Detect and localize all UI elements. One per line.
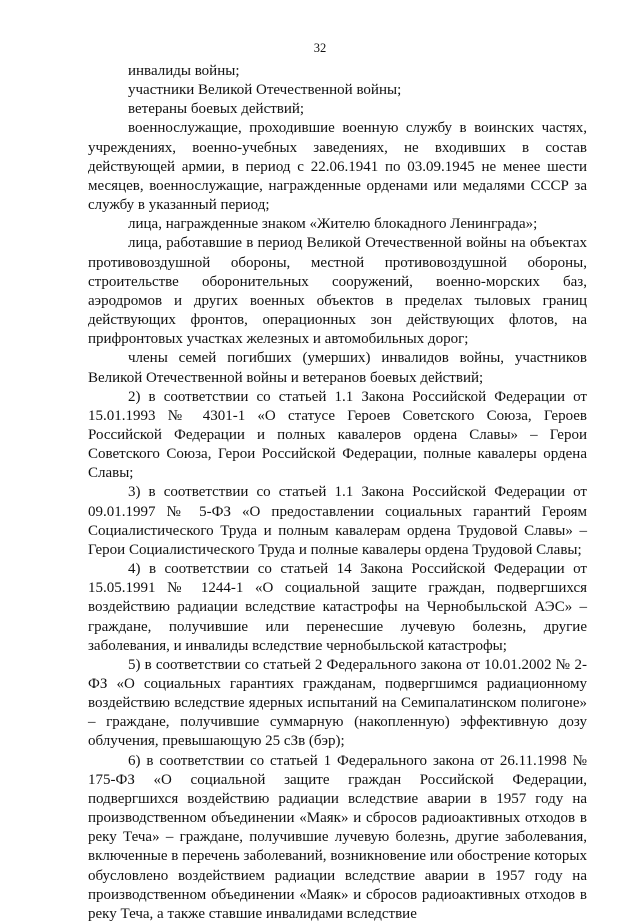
paragraph: 2) в соответствии со статьей 1.1 Закона Российской Федерации от 15.01.1993 № 4301-1 «О статусе Героев Советского Союза, Героев Российской Федерации и полных кавалеров ордена Славы» – Герои Советского Союза, Герои Российской Федерации, полные кавалеры ордена Славы;	[88, 388, 587, 482]
paragraph: участники Великой Отечественной войны;	[128, 82, 402, 99]
paragraph: 6) в соответствии со статьей 1 Федерального закона от 26.11.1998 № 175-ФЗ «О социальной защите граждан Российской Федерации, подвергшихся воздействию радиации вследствие аварии в 1957 году на производственном объединении «Маяк» и сбросов радиоактивных отходов в реку Теча» – граждане, получившие лучевую болезнь, другие заболевания, включенные в перечень заболеваний, возникновение или обострение которых обусловлено воздействием радиации вследствие аварии в 1957 году на производственном объединении «Маяк» и сбросов радиоактивных отходов в реку Теча, а также ставшие инвалидами вследствие	[88, 752, 587, 922]
paragraph: лица, награжденные знаком «Жителю блокадного Ленинграда»;	[128, 216, 538, 233]
paragraph: 5) в соответствии со статьей 2 Федерального закона от 10.01.2002 № 2-ФЗ «О социальных гарантиях гражданам, подвергшимся радиационному воздействию вследствие ядерных испытаний на Семипалатинском полигоне» – граждане, получившие суммарную (накопленную) эффективную дозу облучения, превышающую 25 сЗв (бэр);	[88, 656, 587, 750]
page-number: 32	[313, 41, 327, 55]
paragraph: 3) в соответствии со статьей 1.1 Закона Российской Федерации от 09.01.1997 № 5-ФЗ «О предоставлении социальных гарантий Героям Социалистического Труда и полным кавалерам ордена Трудовой Славы» – Герои Социалистического Труда и полные кавалеры ордена Трудовой Славы;	[88, 484, 587, 558]
document-body	[88, 62, 587, 924]
paragraph: члены семей погибших (умерших) инвалидов войны, участников Великой Отечественной войны и ветеранов боевых действий;	[88, 350, 587, 386]
paragraph: ветераны боевых действий;	[128, 101, 305, 118]
paragraph: инвалиды войны;	[128, 63, 240, 79]
paragraph: военнослужащие, проходившие военную службу в воинских частях, учреждениях, военно-учебных заведениях, не входивших в состав действующей армии, в период с 22.06.1941 по 03.09.1945 не менее шести месяцев, военнослужащие, награжденные орденами или медалями СССР за службу в указанный период;	[88, 120, 587, 214]
paragraph: 4) в соответствии со статьей 14 Закона Российской Федерации от 15.05.1991 № 1244-1 «О социальной защите граждан, подвергшихся воздействию радиации вследствие катастрофы на Чернобыльской АЭС» – граждане, получившие или перенесшие лучевую болезнь, другие заболевания, и инвалиды вследствие чернобыльской катастрофы;	[88, 561, 587, 654]
paragraph: лица, работавшие в период Великой Отечественной войны на объектах противовоздушной обороны, местной противовоздушной обороны, строительстве оборонительных сооружений, военно-морских баз, аэродромов и других военных объектов в пределах тыловых границ действующих фронтов, операционных зон действующих флотов, на прифронтовых участках железных и автомобильных дорог;	[88, 235, 587, 348]
